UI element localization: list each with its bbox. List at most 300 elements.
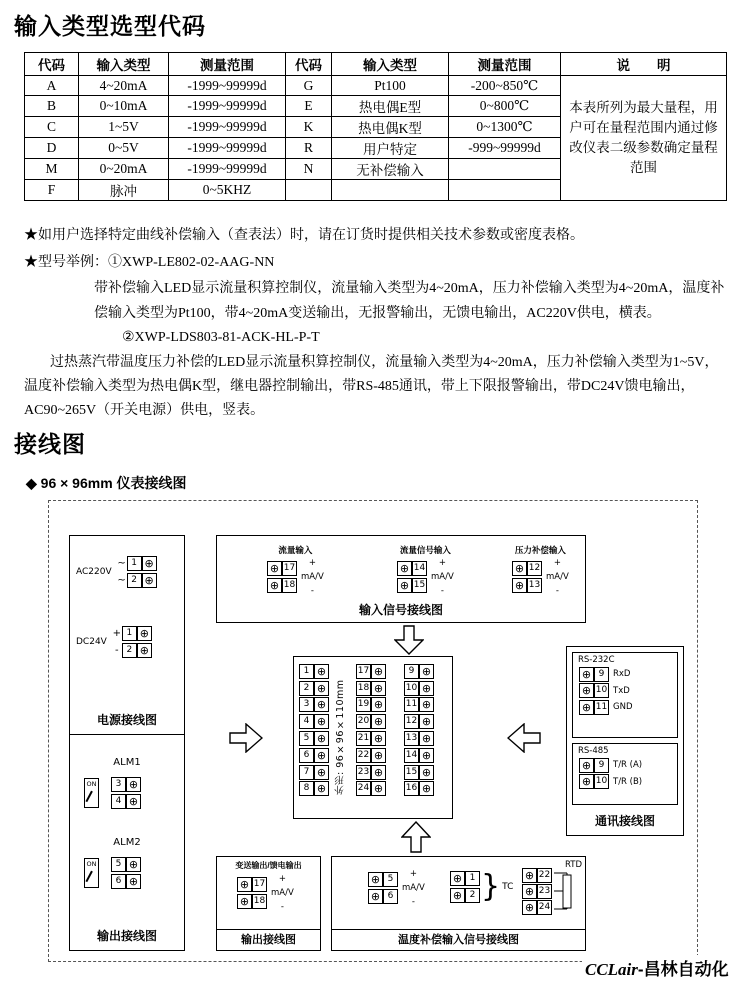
- temp-comp-box-label: 温度补偿输入信号接线图: [398, 934, 519, 946]
- table-cell: -1999~99999d: [169, 159, 286, 180]
- terminal-number: 9: [404, 664, 419, 679]
- terminal: [299, 697, 329, 712]
- table-cell: 4~20mA: [79, 76, 169, 96]
- table-cell: -200~850℃: [449, 76, 561, 96]
- screw-terminal-icon: ⊕: [371, 765, 386, 780]
- terminal: [522, 868, 552, 883]
- terminal-number: 18: [252, 894, 267, 909]
- screw-terminal-icon: ⊕: [419, 748, 434, 763]
- minus-sign: -: [310, 586, 314, 596]
- screw-terminal-icon: ⊕: [371, 781, 386, 796]
- rs485-box: [572, 743, 678, 805]
- table-body: [25, 76, 727, 201]
- terminal-number: 2: [127, 573, 142, 588]
- terminal: [356, 697, 386, 712]
- terminal-strip: [267, 559, 297, 595]
- terminal-strip: [512, 559, 542, 595]
- table-cell: 0~1300℃: [449, 117, 561, 138]
- wiring-section-title: 接线图: [14, 431, 86, 457]
- unit-label: mA/V: [431, 572, 454, 582]
- terminal-number: 2: [122, 643, 137, 658]
- terminal-block: [293, 656, 453, 819]
- divider: [217, 929, 320, 930]
- minus-sign: -: [280, 902, 284, 912]
- arrow-left-icon: [507, 723, 541, 753]
- table-cell: Pt100: [332, 76, 449, 96]
- screw-terminal-icon: ⊕: [142, 556, 157, 571]
- divider: [332, 929, 585, 930]
- terminal-number: 24: [356, 781, 371, 796]
- terminal: [356, 681, 386, 696]
- table-cell: [449, 180, 561, 201]
- plus-sign: +: [409, 869, 417, 879]
- arrow-right-icon: [229, 723, 263, 753]
- ac-voltage-label: AC220V: [76, 567, 112, 577]
- table-cell: -1999~99999d: [169, 96, 286, 117]
- wiring-bullet: ◆ 96 × 96mm 仪表接线图: [26, 475, 187, 491]
- terminal-number: 9: [594, 758, 609, 773]
- terminal-number: 15: [412, 578, 427, 593]
- dc-power-group: [76, 624, 152, 660]
- terminal-number: 1: [299, 664, 314, 679]
- terminal-label: T/R (A): [613, 760, 643, 770]
- terminal: [404, 664, 434, 679]
- screw-terminal-icon: ⊕: [314, 664, 329, 679]
- table-cell: [332, 180, 449, 201]
- table-cell: 用户特定: [332, 138, 449, 159]
- flow-input-group: [267, 544, 324, 596]
- table-cell: K: [286, 117, 332, 138]
- comm-wiring-box: [566, 646, 684, 836]
- terminal: [404, 697, 434, 712]
- alm2-group: [84, 855, 141, 891]
- switch-lever-icon: [85, 871, 92, 882]
- terminal-number: 24: [537, 900, 552, 915]
- rs232-box: [572, 652, 678, 738]
- table-cell: N: [286, 159, 332, 180]
- transmit-output-box-label: 输出接线图: [241, 934, 296, 946]
- transmit-output-title: 变送输出/馈电输出: [235, 861, 302, 870]
- terminal: [579, 758, 677, 773]
- transmit-output-box: [216, 856, 321, 951]
- terminal: [579, 700, 677, 715]
- screw-terminal-icon: ⊕: [126, 874, 141, 889]
- terminal: [356, 731, 386, 746]
- terminal: [404, 714, 434, 729]
- terminal: [404, 681, 434, 696]
- alm1-terminal-strip: [111, 775, 141, 811]
- terminal: [111, 777, 141, 792]
- tc-label: TC: [502, 882, 514, 892]
- arrow-down-icon: [394, 625, 424, 655]
- terminal-label: RxD: [613, 669, 631, 679]
- screw-terminal-icon: ⊕: [419, 681, 434, 696]
- screw-terminal-icon: ⊕: [371, 697, 386, 712]
- table-header-row: [25, 53, 727, 76]
- terminal: [579, 667, 677, 682]
- terminal-number: 11: [404, 697, 419, 712]
- screw-terminal-icon: ⊕: [419, 697, 434, 712]
- minus-sign: -: [411, 897, 415, 907]
- dc-terminal-strip: [112, 624, 152, 660]
- screw-terminal-icon: ⊕: [419, 714, 434, 729]
- screw-terminal-icon: ⊕: [397, 578, 412, 593]
- terminal: [299, 664, 329, 679]
- screw-terminal-icon: ⊕: [314, 748, 329, 763]
- rs485-terminal-strip: [579, 758, 677, 790]
- terminal: [237, 894, 267, 909]
- screw-terminal-icon: ⊕: [419, 781, 434, 796]
- example2-description: 过热蒸汽带温度压力补偿的LED显示流量积算控制仪，流量输入类型为4~20mA，压力补偿输入类型为1~5V，温度补偿输入类型为热电偶K型，继电器控制输出，带RS-485通讯，带上下限报警输出，带DC24V馈电输出，AC90~265V（开关电源）供电，竖表。: [24, 355, 719, 419]
- screw-terminal-icon: ⊕: [450, 888, 465, 903]
- terminal-number: 23: [356, 765, 371, 780]
- alarm-output-box: [69, 734, 185, 951]
- table-cell: 0~5KHZ: [169, 180, 286, 201]
- terminal: [368, 889, 398, 904]
- arrow-up-icon: [401, 821, 431, 853]
- screw-terminal-icon: ⊕: [237, 877, 252, 892]
- terminal-label: T/R (B): [613, 776, 643, 787]
- screw-terminal-icon: ⊕: [450, 871, 465, 886]
- terminal-number: 12: [404, 714, 419, 729]
- terminal-column-17-24: [356, 662, 386, 798]
- example1-description: 带补偿输入LED显示流量积算控制仪，流量输入类型为4~20mA，压力补偿输入类型为4~20mA，温度补偿输入类型为Pt100，带4~20mA变送输出，无报警输出，无馈电输出，AC220V供电，横表。: [94, 281, 725, 321]
- power-wiring-box: [69, 535, 185, 735]
- rtd-resistor-icon: [554, 864, 578, 918]
- table-cell: -999~99999d: [449, 138, 561, 159]
- plus-sign: +: [308, 558, 316, 568]
- table-cell: 热电偶K型: [332, 117, 449, 138]
- screw-terminal-icon: ⊕: [579, 667, 594, 682]
- unit-column: [402, 869, 425, 907]
- temp-comp-input-box: [331, 856, 586, 951]
- group-title: 流量输入: [278, 545, 313, 555]
- screw-terminal-icon: ⊕: [419, 765, 434, 780]
- terminal: [299, 765, 329, 780]
- terminal-number: 10: [594, 774, 609, 789]
- brand-name-cn: -昌林自动化: [637, 960, 729, 979]
- screw-terminal-icon: ⊕: [522, 868, 537, 883]
- terminal: [267, 578, 297, 593]
- terminal-number: 3: [299, 697, 314, 712]
- terminal-number: 17: [252, 877, 267, 892]
- screw-terminal-icon: ⊕: [368, 872, 383, 887]
- input-signal-box: [216, 535, 586, 623]
- table-cell: C: [25, 117, 79, 138]
- terminal-number: 14: [412, 561, 427, 576]
- terminal-number: 5: [383, 872, 398, 887]
- terminal-number: 6: [383, 889, 398, 904]
- terminal-number: 19: [356, 697, 371, 712]
- column-header: 说 明: [561, 53, 727, 76]
- terminal-number: 13: [527, 578, 542, 593]
- alm1-group: [84, 775, 141, 811]
- column-header: 测量范围: [169, 53, 286, 76]
- rs485-title: RS-485: [578, 746, 609, 756]
- thermocouple-group: [450, 869, 513, 905]
- screw-terminal-icon: ⊕: [314, 714, 329, 729]
- terminal: [299, 714, 329, 729]
- terminal-number: 22: [356, 748, 371, 763]
- rs232-title: RS-232C: [578, 655, 615, 665]
- unit-label: mA/V: [546, 572, 569, 582]
- terminal: [522, 884, 552, 899]
- plus-sign: +: [553, 558, 561, 568]
- terminal-number: 9: [594, 667, 609, 682]
- screw-terminal-icon: ⊕: [237, 894, 252, 909]
- table-row: [25, 76, 727, 96]
- terminal-number: 5: [299, 731, 314, 746]
- screw-terminal-icon: ⊕: [267, 561, 282, 576]
- terminal: [368, 872, 398, 887]
- terminal-column-9-16: [404, 662, 434, 798]
- terminal: [397, 561, 427, 576]
- terminal-number: 17: [356, 664, 371, 679]
- terminal: [404, 765, 434, 780]
- screw-terminal-icon: ⊕: [314, 697, 329, 712]
- screw-terminal-icon: ⊕: [579, 700, 594, 715]
- terminal-number: 16: [404, 781, 419, 796]
- unit-column: [301, 558, 324, 596]
- screw-terminal-icon: ⊕: [522, 884, 537, 899]
- note-special-curve: ★如用户选择特定曲线补偿输入（查表法）时，请在订货时提供相关技术参数或密度表格。: [24, 228, 584, 243]
- table-cell: B: [25, 96, 79, 117]
- terminal: [237, 877, 267, 892]
- screw-terminal-icon: ⊕: [126, 794, 141, 809]
- table-cell: -1999~99999d: [169, 76, 286, 96]
- ac-terminal-strip: [117, 554, 157, 590]
- screw-terminal-icon: ⊕: [397, 561, 412, 576]
- terminal-number: 3: [111, 777, 126, 792]
- terminal-number: 18: [356, 681, 371, 696]
- terminal-number: 1: [127, 556, 142, 571]
- minus-sign: -: [440, 586, 444, 596]
- ac-power-group: [76, 554, 157, 590]
- terminal-label: GND: [613, 702, 633, 712]
- table-cell: 0~20mA: [79, 159, 169, 180]
- screw-terminal-icon: ⊕: [368, 889, 383, 904]
- screw-terminal-icon: ⊕: [371, 714, 386, 729]
- terminal: [397, 578, 427, 593]
- terminal-number: 1: [465, 871, 480, 886]
- table-cell: D: [25, 138, 79, 159]
- plus-sign: +: [438, 558, 446, 568]
- table-cell: F: [25, 180, 79, 201]
- terminal-number: 11: [594, 700, 609, 715]
- unit-column: [431, 558, 454, 596]
- terminal-strip: [397, 559, 427, 595]
- terminal-number: 6: [299, 748, 314, 763]
- terminal-number: 2: [299, 681, 314, 696]
- terminal: [111, 857, 141, 872]
- unit-column: [546, 558, 569, 596]
- polarity-sign: +: [112, 628, 122, 639]
- table-cell: 0~800℃: [449, 96, 561, 117]
- screw-terminal-icon: ⊕: [579, 774, 594, 789]
- terminal: [522, 900, 552, 915]
- terminal-number: 4: [111, 794, 126, 809]
- input-type-table: [24, 52, 727, 201]
- brand-name-en: CCLair: [585, 960, 638, 979]
- range-note-cell: 本表所列为最大量程，用户可在量程范围内通过修改仪表二级参数确定量程范围: [561, 76, 727, 201]
- table-cell: -1999~99999d: [169, 138, 286, 159]
- terminal: [356, 748, 386, 763]
- relay-switch-icon: [84, 778, 99, 808]
- unit-label: mA/V: [271, 888, 294, 898]
- output-box-label: 输出接线图: [96, 929, 157, 943]
- rs232-terminal-strip: [579, 667, 677, 715]
- comm-box-label: 通讯接线图: [594, 814, 655, 828]
- table-cell: M: [25, 159, 79, 180]
- terminal: [450, 871, 480, 886]
- column-header: 测量范围: [449, 53, 561, 76]
- terminal: [299, 748, 329, 763]
- terminal-number: 5: [111, 857, 126, 872]
- screw-terminal-icon: ⊕: [126, 857, 141, 872]
- terminal: [579, 683, 677, 698]
- terminal-number: 22: [537, 868, 552, 883]
- screw-terminal-icon: ⊕: [371, 748, 386, 763]
- terminal: [356, 714, 386, 729]
- screw-terminal-icon: ⊕: [512, 561, 527, 576]
- polarity-sign: ~: [117, 558, 126, 569]
- polarity-sign: -: [115, 645, 119, 656]
- pressure-comp-input-group: [512, 544, 569, 596]
- terminal-number: 8: [299, 781, 314, 796]
- terminal: [112, 626, 152, 641]
- table-cell: R: [286, 138, 332, 159]
- terminal: [512, 561, 542, 576]
- terminal-strip: [522, 867, 552, 916]
- terminal: [111, 794, 141, 809]
- screw-terminal-icon: ⊕: [371, 664, 386, 679]
- screw-terminal-icon: ⊕: [579, 758, 594, 773]
- example2-model: ②XWP-LDS803-81-ACK-HL-P-T: [122, 330, 320, 345]
- terminal-number: 2: [465, 888, 480, 903]
- terminal: [356, 664, 386, 679]
- terminal-number: 14: [404, 748, 419, 763]
- unit-column: [271, 874, 294, 912]
- screw-terminal-icon: ⊕: [126, 777, 141, 792]
- minus-sign: -: [555, 586, 559, 596]
- note-model-example: ★型号举例：①XWP-LE802-02-AAG-NN: [24, 255, 275, 270]
- switch-on-label: ON: [86, 860, 97, 868]
- flow-signal-input-group: [397, 544, 454, 596]
- switch-lever-icon: [85, 791, 92, 802]
- table-cell: 脉冲: [79, 180, 169, 201]
- screw-terminal-icon: ⊕: [314, 731, 329, 746]
- power-box-label: 电源接线图: [96, 713, 157, 727]
- screw-terminal-icon: ⊕: [267, 578, 282, 593]
- brace-glyph: }: [481, 869, 501, 904]
- terminal: [111, 874, 141, 889]
- table-cell: [286, 180, 332, 201]
- group-title: 流量信号输入: [399, 545, 451, 555]
- terminal-number: 20: [356, 714, 371, 729]
- column-header: 输入类型: [79, 53, 169, 76]
- group-title: 压力补偿输入: [514, 545, 566, 555]
- table-cell: [449, 159, 561, 180]
- screw-terminal-icon: ⊕: [371, 731, 386, 746]
- terminal-strip: [450, 869, 480, 905]
- terminal: [579, 774, 677, 789]
- transmit-output-group: [237, 874, 294, 912]
- terminal-number: 7: [299, 765, 314, 780]
- screw-terminal-icon: ⊕: [314, 765, 329, 780]
- wiring-diagram: [48, 500, 698, 962]
- dc-voltage-label: DC24V: [76, 637, 107, 647]
- rtd-group: [522, 860, 582, 918]
- relay-switch-icon: [84, 858, 99, 888]
- table-cell: G: [286, 76, 332, 96]
- terminal-number: 17: [282, 561, 297, 576]
- terminal-strip: [237, 875, 267, 911]
- screw-terminal-icon: ⊕: [579, 683, 594, 698]
- dimensions-label: 外形: 96×96×110mm: [335, 679, 346, 795]
- terminal: [404, 781, 434, 796]
- terminal: [117, 556, 157, 571]
- terminal: [299, 781, 329, 796]
- terminal-number: 1: [122, 626, 137, 641]
- screw-terminal-icon: ⊕: [522, 900, 537, 915]
- terminal-strip: [368, 870, 398, 906]
- alm1-label: ALM1: [113, 757, 141, 768]
- terminal-number: 6: [111, 874, 126, 889]
- plus-sign: +: [278, 874, 286, 884]
- screw-terminal-icon: ⊕: [142, 573, 157, 588]
- input-box-label: 输入信号接线图: [358, 603, 443, 617]
- terminal: [356, 765, 386, 780]
- table-cell: 0~5V: [79, 138, 169, 159]
- column-header: 代码: [286, 53, 332, 76]
- table-cell: 无补偿输入: [332, 159, 449, 180]
- terminal: [356, 781, 386, 796]
- terminal-label: TxD: [613, 685, 630, 696]
- terminal-number: 15: [404, 765, 419, 780]
- screw-terminal-icon: ⊕: [512, 578, 527, 593]
- table-cell: 1~5V: [79, 117, 169, 138]
- terminal: [299, 681, 329, 696]
- column-header: 代码: [25, 53, 79, 76]
- screw-terminal-icon: ⊕: [419, 731, 434, 746]
- unit-label: mA/V: [301, 572, 324, 582]
- screw-terminal-icon: ⊕: [371, 681, 386, 696]
- column-header: 输入类型: [332, 53, 449, 76]
- terminal-number: 21: [356, 731, 371, 746]
- terminal-number: 23: [537, 884, 552, 899]
- table-cell: 0~10mA: [79, 96, 169, 117]
- screw-terminal-icon: ⊕: [137, 626, 152, 641]
- terminal: [512, 578, 542, 593]
- terminal: [267, 561, 297, 576]
- table-cell: -1999~99999d: [169, 117, 286, 138]
- terminal: [299, 731, 329, 746]
- terminal: [450, 888, 480, 903]
- polarity-sign: ~: [117, 575, 126, 586]
- table-cell: A: [25, 76, 79, 96]
- terminal-number: 18: [282, 578, 297, 593]
- table-cell: E: [286, 96, 332, 117]
- screw-terminal-icon: ⊕: [314, 681, 329, 696]
- terminal-number: 10: [404, 681, 419, 696]
- table-cell: 热电偶E型: [332, 96, 449, 117]
- switch-on-label: ON: [86, 780, 97, 788]
- screw-terminal-icon: ⊕: [314, 781, 329, 796]
- screw-terminal-icon: ⊕: [419, 664, 434, 679]
- terminal-number: 4: [299, 714, 314, 729]
- terminal-column-1-8: [299, 662, 329, 798]
- page-title: 输入类型选型代码: [14, 13, 206, 39]
